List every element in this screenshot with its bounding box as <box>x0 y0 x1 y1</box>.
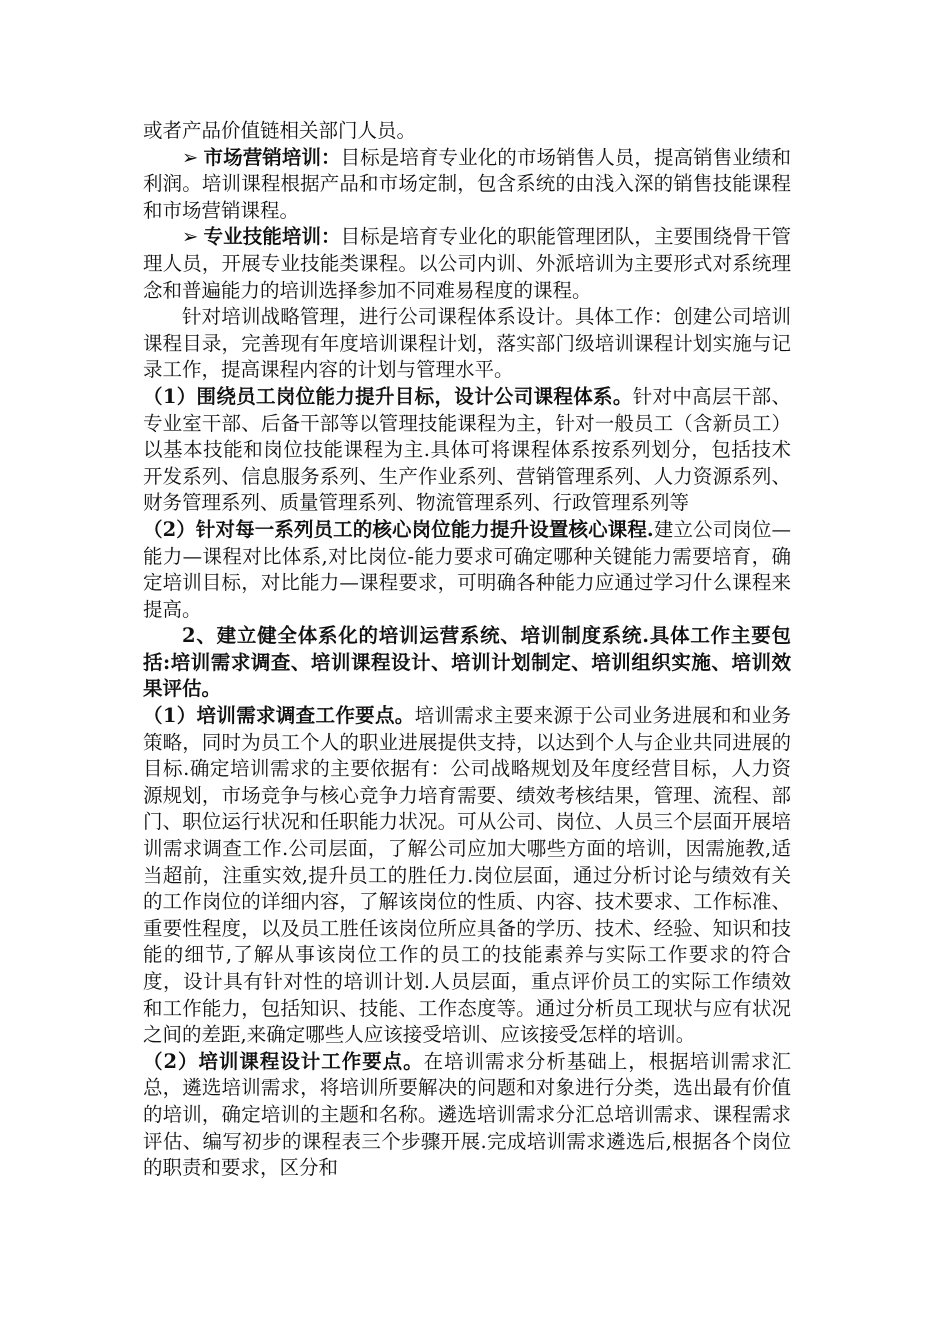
paragraph-lead: （1）培训需求调查工作要点。 <box>143 704 415 728</box>
paragraph-text: 针对中高层干部、专业室干部、后备干部等以管理技能课程为主，针对一般员工（含新员工）以基本技能和岗位技能课程为主.具体可将课程体系按系列划分，包括技术开发系列、信息服务系列、生产作业系列、营销管理系列、人力资源系列、财务管理系列、质量管理系列、物流管理系列、行政管理系列等 <box>143 384 791 515</box>
paragraph-text: 针对培训战略管理，进行公司课程体系设计。具体工作：创建公司培训课程目录，完善现有年度培训课程计划，落实部门级培训课程计划实施与记录工作，提高课程内容的计划与管理水平。 <box>143 305 791 382</box>
document-page <box>143 118 791 1182</box>
paragraph-continuation <box>143 118 791 145</box>
paragraph-text: 建立公司岗位—能力—课程对比体系,对比岗位-能力要求可确定哪种关键能力需要培育，确定培训目标，对比能力—课程要求，可明确各种能力应通过学习什么课程来提高。 <box>143 517 791 621</box>
paragraph-needs-survey <box>143 703 791 1049</box>
bullet-item-marketing-training <box>143 145 791 225</box>
paragraph-lead: （2）培训课程设计工作要点。 <box>143 1049 424 1073</box>
section-heading-2 <box>143 623 791 703</box>
paragraph-item-2 <box>143 517 791 623</box>
arrow-bullet-icon: ➢ <box>182 225 199 249</box>
section-heading-text: 2、建立健全体系化的培训运营系统、培训制度系统.具体工作主要包括:培训需求调查、培训课程设计、培训计划制定、培训组织实施、培训效果评估。 <box>143 624 791 701</box>
arrow-bullet-icon: ➢ <box>182 145 199 169</box>
paragraph-course-system <box>143 304 791 384</box>
bullet-lead: 专业技能培训： <box>203 225 341 249</box>
bullet-lead: 市场营销培训： <box>203 145 341 169</box>
paragraph-text: 或者产品价值链相关部门人员。 <box>143 119 417 142</box>
bullet-text: 目标是培育专业化的职能管理团队，主要围绕骨干管理人员，开展专业技能类课程。以公司内训、外派培训为主要形式对系统理念和普遍能力的培训选择参加不同难易程度的课程。 <box>143 225 791 302</box>
paragraph-course-design <box>143 1049 791 1182</box>
paragraph-item-1 <box>143 384 791 517</box>
paragraph-text: 培训需求主要来源于公司业务进展和和业务策略，同时为员工个人的职业进展提供支持，以达到个人与企业共同进展的目标.确定培训需求的主要依据有：公司战略规划及年度经营目标，人力资源规划，市场竞争与核心竞争力培育需要、绩效考核结果，管理、流程、部门、职位运行状况和任职能力状况。可从公司、岗位、人员三个层面开展培训需求调查工作.公司层面，了解公司应加大哪些方面的培训，因需施教,适当超前，注重实效,提升员工的胜任力.岗位层面，通过分析讨论与绩效有关的工作岗位的详细内容，了解该岗位的性质、内容、技术要求、工作标准、重要性程度，以及员工胜任该岗位所应具备的学历、技术、经验、知识和技能的细节,了解从事该岗位工作的员工的技能素养与实际工作要求的符合度，设计具有针对性的培训计划.人员层面，重点评价员工的实际工作绩效和工作能力，包括知识、技能、工作态度等。通过分析员工现状与应有状况之间的差距,来确定哪些人应该接受培训、应该接受怎样的培训。 <box>143 704 791 1047</box>
bullet-item-skills-training <box>143 224 791 304</box>
paragraph-lead: （1）围绕员工岗位能力提升目标，设计公司课程体系。 <box>143 384 633 408</box>
bullet-text: 目标是培育专业化的市场销售人员，提高销售业绩和利润。培训课程根据产品和市场定制，包含系统的由浅入深的销售技能课程和市场营销课程。 <box>143 145 791 222</box>
paragraph-lead: （2）针对每一系列员工的核心岗位能力提升设置核心课程. <box>143 517 654 541</box>
paragraph-text: 在培训需求分析基础上，根据培训需求汇总，遴选培训需求，将培训所要解决的问题和对象进行分类，选出最有价值的培训，确定培训的主题和名称。遴选培训需求分汇总培训需求、课程需求评估、编写初步的课程表三个步骤开展.完成培训需求遴选后,根据各个岗位的职责和要求，区分和 <box>143 1049 791 1180</box>
